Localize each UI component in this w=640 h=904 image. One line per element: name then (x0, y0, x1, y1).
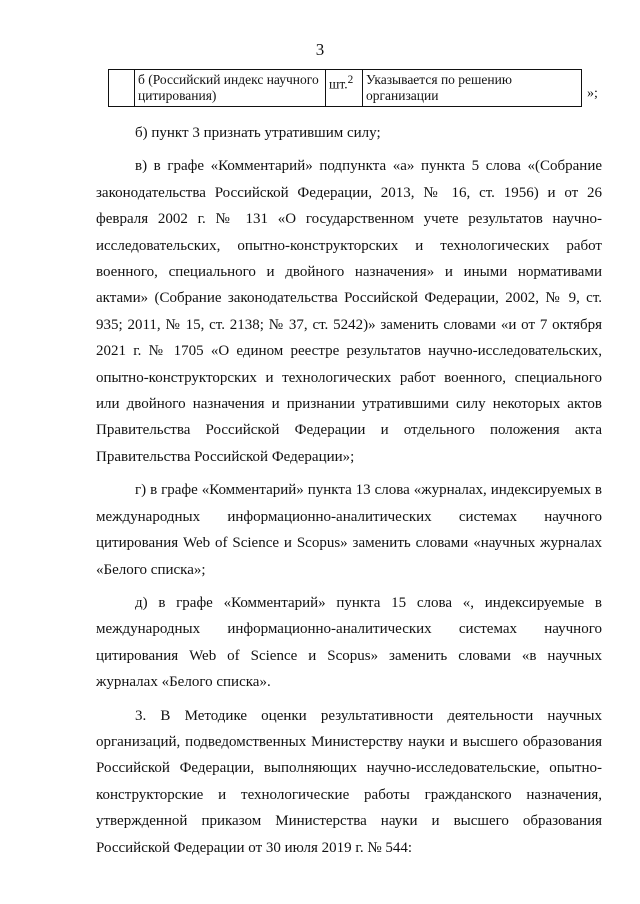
table-closing-mark: »; (587, 86, 598, 101)
body-text (96, 120, 602, 868)
unit-superscript: 2 (347, 74, 354, 86)
table-fragment (108, 69, 582, 107)
table-cell-indicator: б (Российский индекс научного цитирования) (135, 70, 326, 107)
table-cell-comment: Указывается по решению организации (363, 70, 582, 107)
table-row (109, 70, 582, 107)
paragraph-g: г) в графе «Комментарий» пункта 13 слова «журналах, индексируемых в международных информационно-аналитических системах научного цитирования Web of Science и Scopus» заменить словами «научных журналах «Белого списка»; (96, 482, 602, 578)
page-number: 3 (315, 40, 325, 59)
paragraph-v: в) в графе «Комментарий» подпункта «а» пункта 5 слова «(Собрание законодательства Российской Федерации, 2013, № 16, ст. 1956) и от 26 февраля 2002 г. № 131 «О государственном учете результатов научно-исследовательских, опытно-конструкторских и технологических работ военного, специального и двойного назначения» и иными нормативами актами» (Собрание законодательства Российской Федерации, 2002, № 9, ст. 935; 2011, № 15, ст. 2138; № 37, ст. 5242)» заменить словами «и от 7 октября 2021 г. № 1705 «О едином реестре результатов научно-исследовательских, опытно-конструкторских и технологических работ военного, специального или двойного назначения и признании утратившими силу некоторых актов Правительства Российской Федерации и отдельного положения акта Правительства Российской Федерации»; (96, 158, 602, 465)
table-cell-unit (326, 70, 363, 107)
paragraph-3: 3. В Методике оценки результативности деятельности научных организаций, подведомственных Министерству науки и высшего образования Российской Федерации, выполняющих научно-исследовательские, опытно-конструкторские и технологические работы гражданского назначения, утвержденной приказом Министерства науки и высшего образования Российской Федерации от 30 июля 2019 г. № 544: (96, 707, 602, 856)
unit-text: шт. (329, 76, 348, 92)
paragraph-d: д) в графе «Комментарий» пункта 15 слова «, индексируемые в международных информационно-аналитических системах научного цитирования Web of Science и Scopus» заменить словами «в научных журналах «Белого списка». (96, 594, 602, 691)
paragraph-b: б) пункт 3 признать утратившим силу; (135, 125, 381, 141)
table-cell-index (109, 70, 135, 107)
